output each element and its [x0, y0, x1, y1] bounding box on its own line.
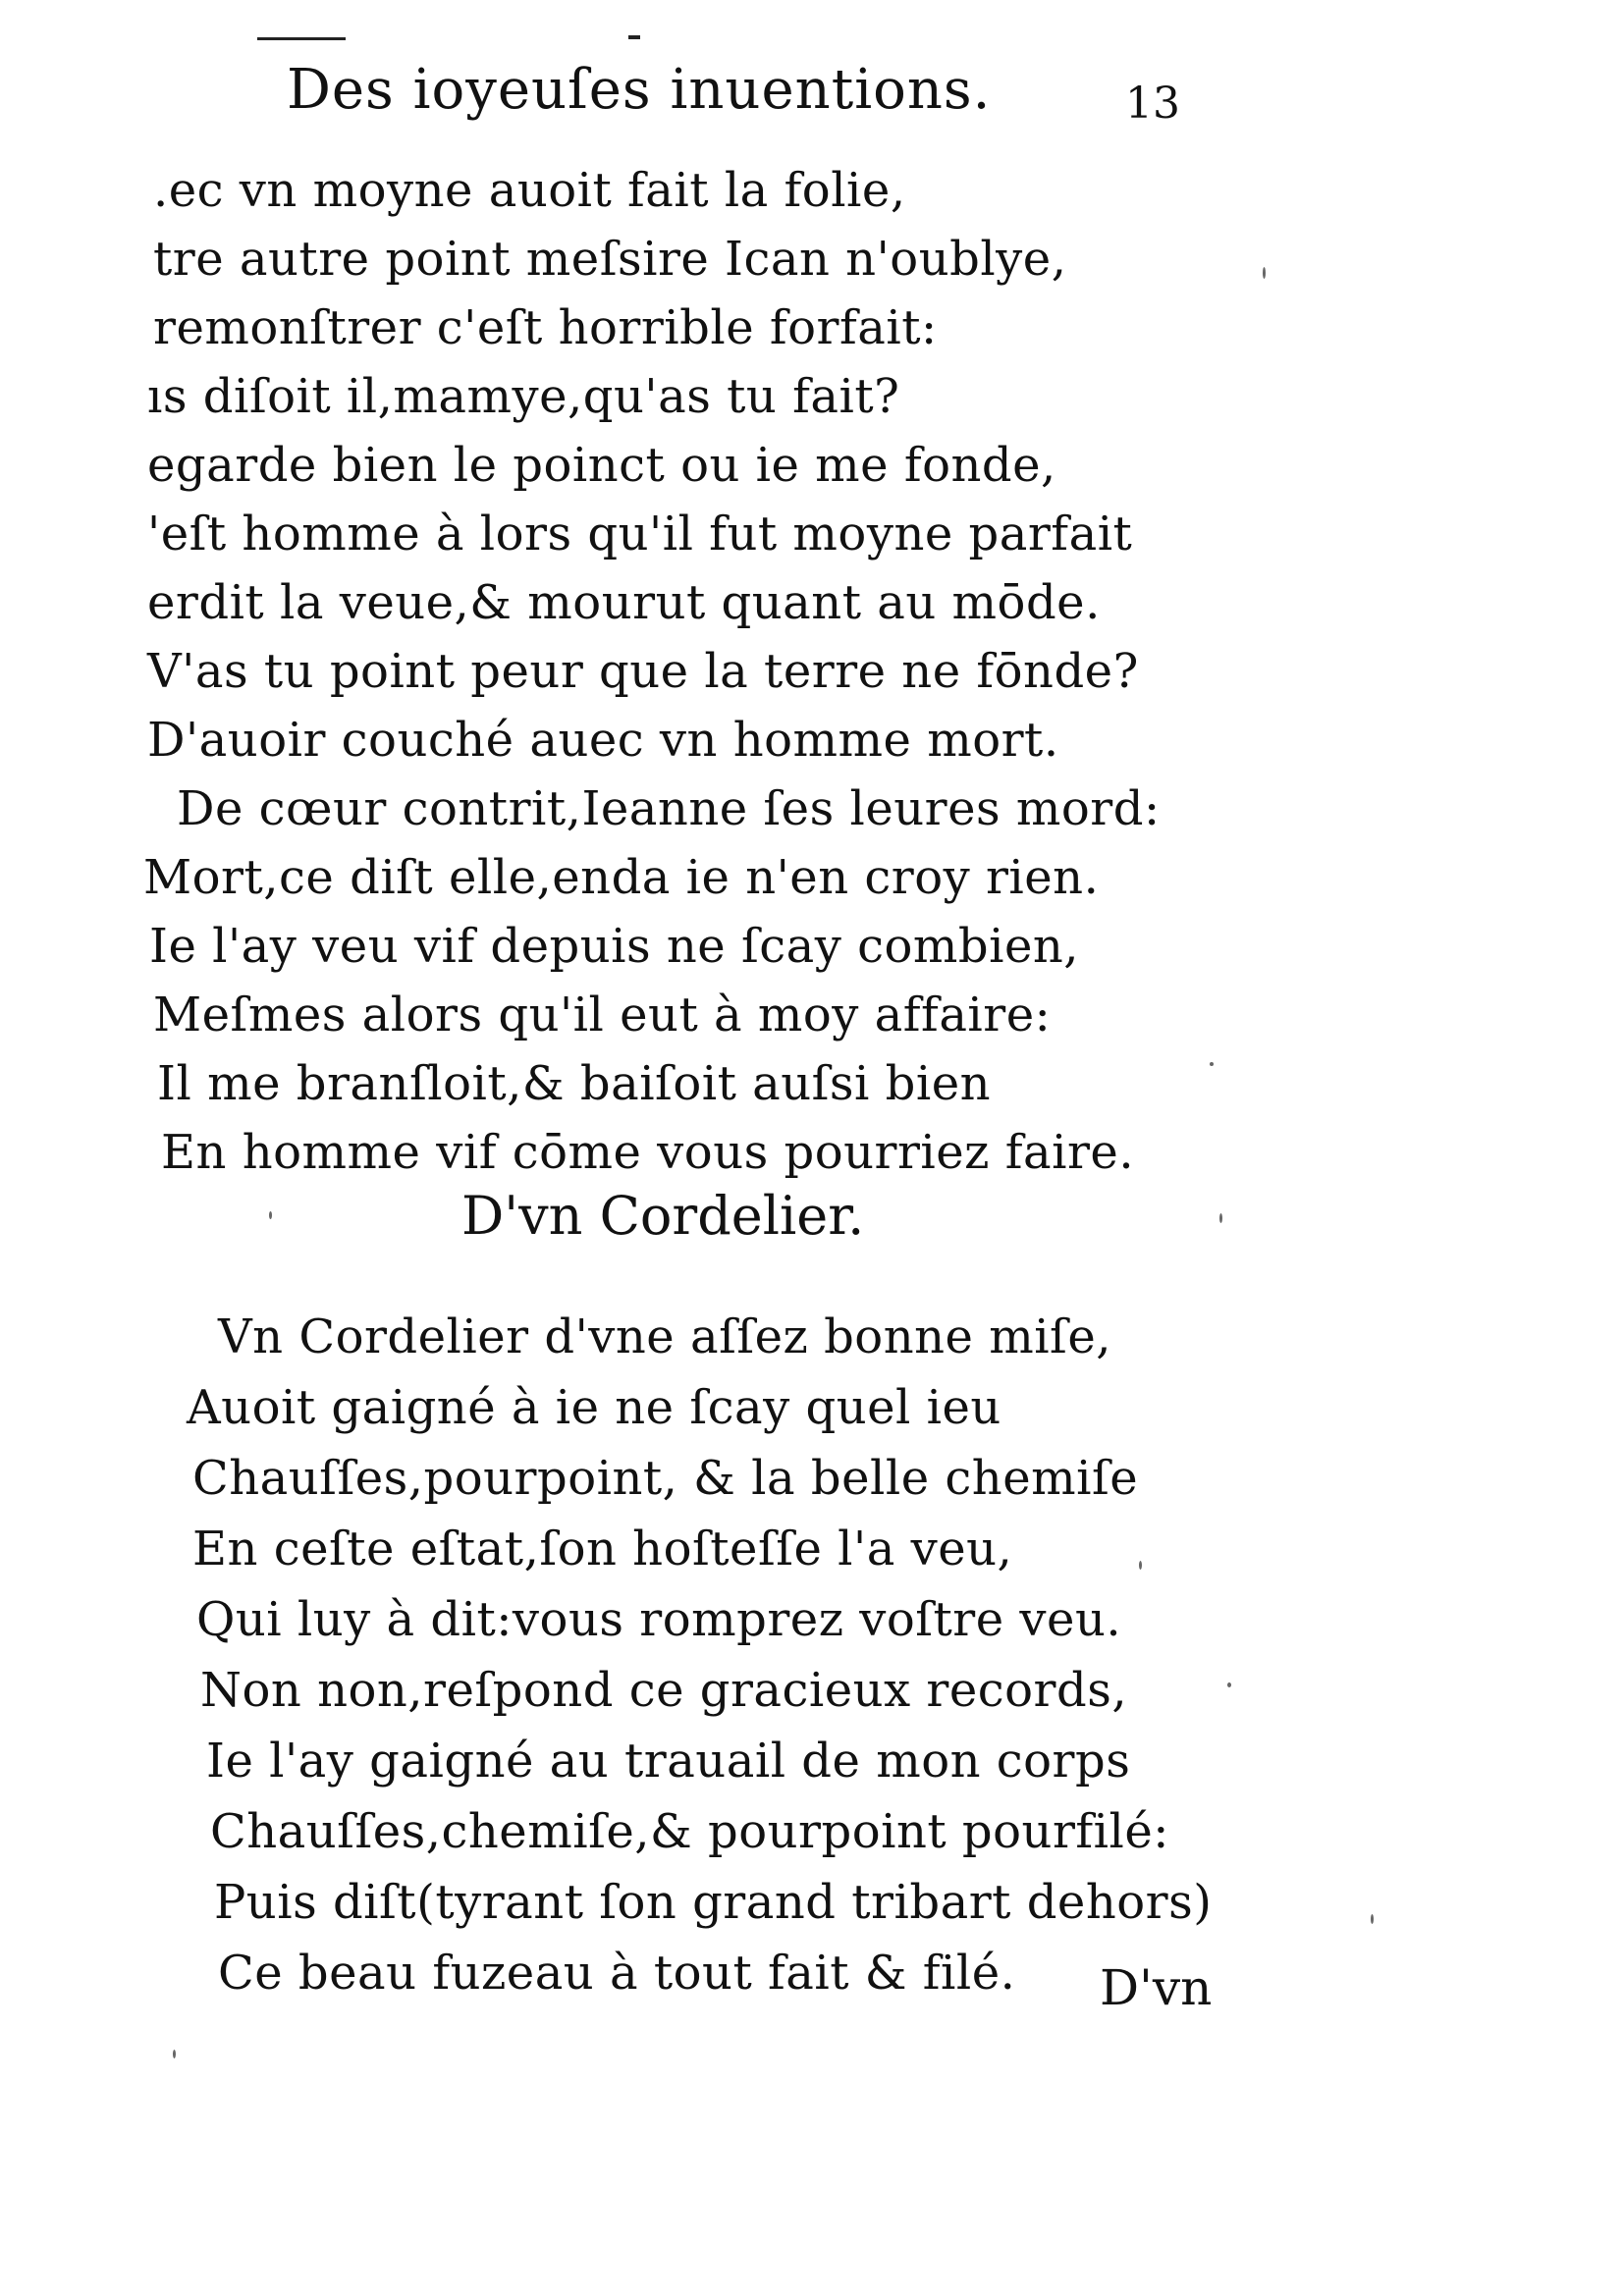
scan-speck	[1139, 1561, 1142, 1570]
scan-speck	[1210, 1062, 1214, 1066]
scan-speck	[1219, 1213, 1222, 1223]
poem1-line: Mort,ce diſt elle,enda ie n'en croy rien.	[143, 850, 1100, 905]
scan-speck	[1227, 1682, 1231, 1687]
running-head: Des ioyeuſes inuentions.	[287, 58, 992, 122]
scan-speck	[269, 1211, 272, 1219]
poem2-line: Vn Cordelier d'vne aſſez bonne miſe,	[218, 1309, 1111, 1364]
poem1-line: egarde bien le poinct ou ie me fonde,	[147, 438, 1056, 493]
poem2-line: Chauſſes,chemiſe,& pourpoint pourfilé:	[210, 1804, 1169, 1859]
poem2-line: Qui luy à dit:vous romprez voſtre veu.	[196, 1592, 1122, 1647]
poem2-line: Ce beau fuzeau à tout fait & filé.	[218, 1946, 1016, 2001]
scan-speck	[1263, 267, 1266, 279]
poem1-line: V'as tu point peur que la terre ne fōnde?	[147, 644, 1139, 699]
poem2-line: Non non,reſpond ce gracieux records,	[200, 1663, 1128, 1718]
poem2-line: Puis diſt(tyrant ſon grand tribart dehors)	[214, 1875, 1213, 1930]
poem1-line: .ec vn moyne auoit fait la folie,	[153, 163, 906, 218]
poem2-line: Ie l'ay gaigné au trauail de mon corps	[206, 1734, 1131, 1789]
poem1-line: De cœur contrit,Ieanne ſes leures mord:	[177, 781, 1161, 836]
catchword: D'vn	[1100, 1959, 1213, 2016]
scan-speck	[1371, 1914, 1374, 1924]
poem1-line: Meſmes alors qu'il eut à moy affaire:	[153, 988, 1052, 1042]
poem1-line: D'auoir couché auec vn homme mort.	[147, 713, 1059, 768]
section-heading: D'vn Cordelier.	[461, 1185, 865, 1247]
poem1-line: remonſtrer c'eſt horrible forfait:	[153, 300, 938, 355]
poem1-line: Il me branſloit,& baiſoit auſsi bien	[157, 1056, 992, 1111]
poem2-line: En ceſte eſtat,ſon hoſteſſe l'a veu,	[192, 1522, 1013, 1576]
poem2-line: Auoit gaigné à ie ne ſcay quel ieu	[187, 1380, 1001, 1435]
scan-speck	[173, 2050, 176, 2058]
top-rule-mark	[628, 35, 640, 39]
poem1-line: En homme vif cōme vous pourriez faire.	[161, 1125, 1135, 1180]
top-rule	[257, 37, 346, 40]
poem1-line: Ie l'ay veu vif depuis ne ſcay combien,	[149, 919, 1080, 974]
poem2-line: Chauſſes,pourpoint, & la belle chemiſe	[192, 1451, 1139, 1506]
poem1-line: ıs diſoit il,mamye,qu'as tu fait?	[147, 369, 900, 424]
page-number: 13	[1125, 79, 1180, 129]
poem1-line: erdit la veue,& mourut quant au mōde.	[147, 575, 1101, 630]
poem1-line: 'eſt homme à lors qu'il fut moyne parfait	[147, 507, 1133, 561]
poem1-line: tre autre point meſsire Ican n'oublye,	[153, 232, 1067, 287]
